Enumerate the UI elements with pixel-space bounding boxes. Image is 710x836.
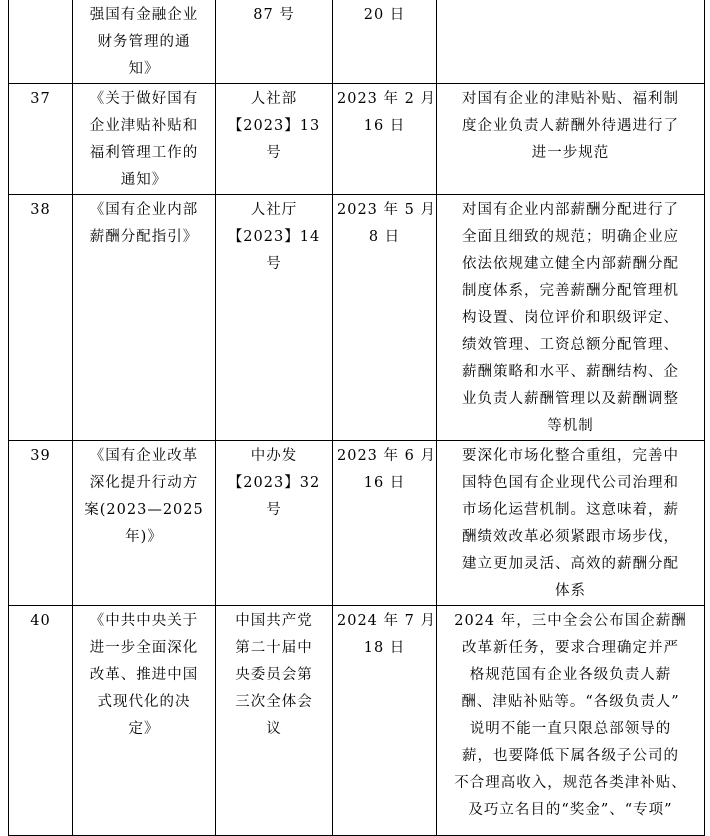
table-row: [9, 441, 705, 606]
document-number: [216, 195, 333, 441]
row-number: 40: [9, 606, 73, 836]
text-line: 《关于做好国有: [89, 91, 199, 107]
text-line: 中国共产党: [235, 613, 313, 629]
text-line: 要深化市场化整合重组，完善中: [462, 448, 679, 464]
text-line: 知》: [128, 61, 160, 77]
document-name: [73, 0, 216, 84]
text-line: 人社部: [250, 91, 298, 107]
text-line: 20 日: [363, 7, 406, 23]
text-line: 进一步规范: [531, 145, 610, 161]
text-line: 企业津贴补贴和: [89, 118, 199, 134]
text-line: 【2023】14: [227, 229, 321, 245]
text-line: 87 号: [253, 7, 295, 23]
text-line: 福利管理工作的: [89, 145, 199, 161]
text-line: 市场化运营机制。这意味着，薪: [462, 502, 679, 518]
text-line: 式现代化的决: [97, 694, 191, 710]
text-line: 制度体系，完善薪酬分配管理机: [462, 283, 679, 299]
issue-date: [333, 0, 437, 84]
description: [437, 606, 705, 836]
text-line: 薪，也要降低下属各级子公司的: [462, 748, 679, 764]
text-line: 强国有金融企业: [89, 7, 199, 23]
text-line: 财务管理的通: [97, 34, 191, 50]
text-line: 国特色国有企业现代公司治理和: [462, 475, 679, 491]
row-number: [9, 0, 73, 84]
document-number: [216, 441, 333, 606]
issue-date: [333, 606, 437, 836]
text-line: 2024 年，三中全会公布国企薪酬: [454, 613, 687, 629]
text-line: 定》: [128, 721, 160, 737]
text-line: 度企业负责人薪酬外待遇进行了: [462, 118, 679, 134]
text-line: 案(2023—2025: [84, 502, 204, 518]
description: [437, 84, 705, 195]
text-line: 16 日: [363, 475, 406, 491]
text-line: 全面且细致的规范；明确企业应: [462, 229, 679, 245]
description: [437, 441, 705, 606]
text-line: 第二十届中: [235, 640, 313, 656]
text-line: 《中共中央关于: [89, 613, 199, 629]
text-line: 2024 年 7 月: [337, 613, 436, 629]
text-line: 进一步全面深化: [89, 640, 199, 656]
text-line: 人社厅: [250, 202, 298, 218]
issue-date: [333, 441, 437, 606]
text-line: 体系: [555, 583, 586, 599]
text-line: 号: [266, 256, 282, 272]
text-line: 改革、推进中国: [89, 667, 199, 683]
text-line: 说明不能一直只限总部领导的: [469, 721, 672, 737]
table-row: [9, 195, 705, 441]
issue-date: [333, 84, 437, 195]
policy-table: [8, 0, 705, 836]
text-line: 2023 年 2 月: [337, 91, 436, 107]
document-name: [73, 84, 216, 195]
text-line: 16 日: [363, 118, 406, 134]
row-number: 37: [9, 84, 73, 195]
document-number: [216, 606, 333, 836]
text-line: 构设置、岗位评价和职级评定、: [462, 310, 679, 326]
table-row: [9, 0, 705, 84]
text-line: 对国有企业的津贴补贴、福利制: [462, 91, 679, 107]
document-name: [73, 441, 216, 606]
text-line: 通知》: [120, 172, 168, 188]
text-line: 央委员会第: [235, 667, 313, 683]
issue-date: [333, 195, 437, 441]
text-line: 酬绩效改革必须紧跟市场步伐，: [462, 529, 679, 545]
text-line: 2023 年 5 月: [337, 202, 436, 218]
text-line: 18 日: [363, 640, 406, 656]
text-line: 薪酬策略和水平、薪酬结构、企: [462, 364, 679, 380]
text-line: 及巧立名目的“奖金”、“专项”: [468, 802, 673, 818]
description: [437, 195, 705, 441]
text-line: 2023 年 6 月: [337, 448, 436, 464]
document-name: [73, 195, 216, 441]
text-line: 建立更加灵活、高效的薪酬分配: [462, 556, 679, 572]
text-line: 薪酬分配指引》: [89, 229, 199, 245]
text-line: 《国有企业改革: [89, 448, 199, 464]
row-number: 38: [9, 195, 73, 441]
document-number: [216, 84, 333, 195]
text-line: 改革新任务，要求合理确定并严: [462, 640, 679, 656]
text-line: 议: [266, 721, 282, 737]
document-number: [216, 0, 333, 84]
text-line: 业负责人薪酬管理以及薪酬调整: [462, 391, 679, 407]
text-line: 《国有企业内部: [89, 202, 199, 218]
text-line: 8 日: [368, 229, 401, 245]
text-line: 格规范国有企业各级负责人薪: [469, 667, 672, 683]
text-line: 【2023】13: [227, 118, 321, 134]
table-row: [9, 84, 705, 195]
document-name: [73, 606, 216, 836]
table-row: [9, 606, 705, 836]
description: [437, 0, 705, 84]
text-line: 三次全体会: [235, 694, 313, 710]
text-line: 号: [266, 145, 282, 161]
text-line: 等机制: [547, 418, 594, 434]
text-line: 【2023】32: [227, 475, 321, 491]
text-line: 不合理高收入，规范各类津补贴、: [454, 775, 687, 791]
text-line: 依法依规建立健全内部薪酬分配: [462, 256, 679, 272]
text-line: 绩效管理、工资总额分配管理、: [462, 337, 679, 353]
text-line: 号: [266, 502, 282, 518]
text-line: 年)》: [125, 529, 163, 545]
text-line: 中办发: [250, 448, 298, 464]
text-line: 对国有企业内部薪酬分配进行了: [462, 202, 679, 218]
row-number: 39: [9, 441, 73, 606]
text-line: 深化提升行动方: [89, 475, 199, 491]
text-line: 酬、津贴补贴等。“各级负责人”: [461, 694, 680, 710]
